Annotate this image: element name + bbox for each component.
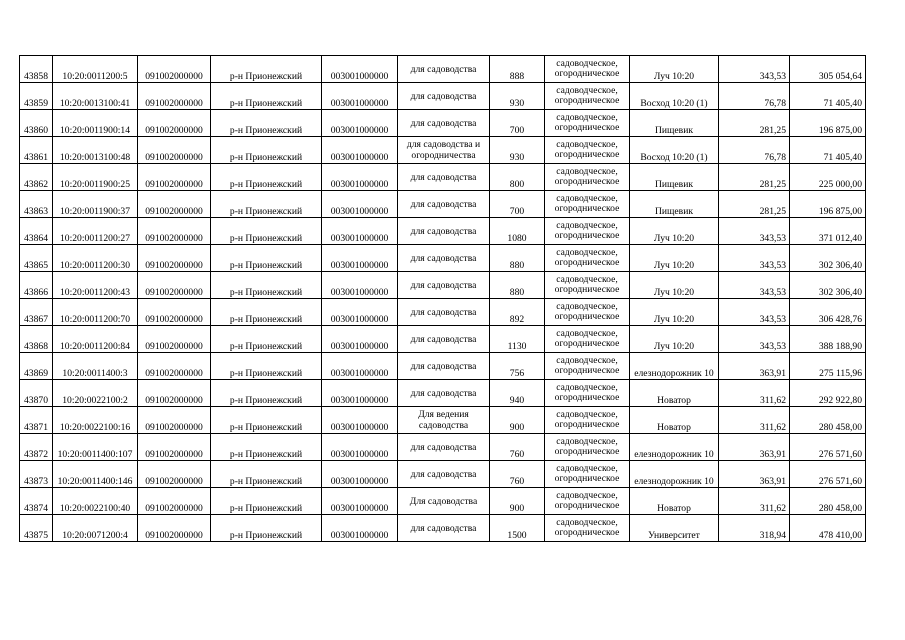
- permitted-use-cell: для садоводства: [398, 83, 490, 110]
- cadastral-value-cell: 276 571,60: [790, 434, 866, 461]
- specific-value-cell: 281,25: [719, 110, 790, 137]
- area-cell: 940: [490, 380, 545, 407]
- oktmo-code-cell: 003001000000: [322, 326, 398, 353]
- district-cell: р-н Прионежский: [211, 83, 322, 110]
- area-cell: 1080: [490, 218, 545, 245]
- permitted-use-cell: Для ведения садоводства: [398, 407, 490, 434]
- oktmo-code-cell: 003001000000: [322, 488, 398, 515]
- specific-value-cell: 318,94: [719, 515, 790, 542]
- permitted-use-cell: для садоводства: [398, 245, 490, 272]
- oktmo-code-cell: 003001000000: [322, 218, 398, 245]
- permitted-use-cell: Для садоводства: [398, 488, 490, 515]
- cadastral-number-cell: 10:20:0011200:43: [53, 272, 138, 299]
- table-body: [20, 56, 866, 542]
- land-use-type-cell: садоводческое, огородническое: [545, 407, 630, 434]
- row-number-cell: 43861: [20, 137, 53, 164]
- table-row: [20, 56, 866, 83]
- table-row: [20, 434, 866, 461]
- row-number-cell: 43869: [20, 353, 53, 380]
- land-use-type-cell: садоводческое, огородническое: [545, 245, 630, 272]
- area-cell: 700: [490, 191, 545, 218]
- specific-value-cell: 76,78: [719, 137, 790, 164]
- cadastral-number-cell: 10:20:0013100:41: [53, 83, 138, 110]
- cadastral-number-cell: 10:20:0022100:2: [53, 380, 138, 407]
- okato-code-cell: 091002000000: [138, 56, 211, 83]
- table-row: [20, 110, 866, 137]
- row-number-cell: 43871: [20, 407, 53, 434]
- row-number-cell: 43863: [20, 191, 53, 218]
- district-cell: р-н Прионежский: [211, 56, 322, 83]
- oktmo-code-cell: 003001000000: [322, 407, 398, 434]
- okato-code-cell: 091002000000: [138, 380, 211, 407]
- permitted-use-cell: для садоводства: [398, 326, 490, 353]
- okato-code-cell: 091002000000: [138, 326, 211, 353]
- area-cell: 930: [490, 83, 545, 110]
- permitted-use-cell: для садоводства: [398, 380, 490, 407]
- okato-code-cell: 091002000000: [138, 353, 211, 380]
- association-cell: Пищевик: [630, 164, 719, 191]
- permitted-use-cell: для садоводства: [398, 515, 490, 542]
- specific-value-cell: 343,53: [719, 299, 790, 326]
- okato-code-cell: 091002000000: [138, 434, 211, 461]
- district-cell: р-н Прионежский: [211, 137, 322, 164]
- table-row: [20, 461, 866, 488]
- cadastral-value-cell: 371 012,40: [790, 218, 866, 245]
- permitted-use-cell: для садоводства: [398, 434, 490, 461]
- oktmo-code-cell: 003001000000: [322, 164, 398, 191]
- okato-code-cell: 091002000000: [138, 299, 211, 326]
- area-cell: 900: [490, 488, 545, 515]
- district-cell: р-н Прионежский: [211, 434, 322, 461]
- association-cell: елезнодорожник 10: [630, 461, 719, 488]
- oktmo-code-cell: 003001000000: [322, 272, 398, 299]
- oktmo-code-cell: 003001000000: [322, 434, 398, 461]
- area-cell: 800: [490, 164, 545, 191]
- table-row: [20, 191, 866, 218]
- specific-value-cell: 343,53: [719, 326, 790, 353]
- association-cell: Новатор: [630, 488, 719, 515]
- specific-value-cell: 363,91: [719, 461, 790, 488]
- cadastral-number-cell: 10:20:0013100:48: [53, 137, 138, 164]
- row-number-cell: 43875: [20, 515, 53, 542]
- cadastral-value-cell: 280 458,00: [790, 488, 866, 515]
- table-row: [20, 164, 866, 191]
- district-cell: р-н Прионежский: [211, 488, 322, 515]
- land-use-type-cell: садоводческое, огородническое: [545, 515, 630, 542]
- okato-code-cell: 091002000000: [138, 191, 211, 218]
- oktmo-code-cell: 003001000000: [322, 110, 398, 137]
- specific-value-cell: 311,62: [719, 488, 790, 515]
- land-use-type-cell: садоводческое, огородническое: [545, 488, 630, 515]
- association-cell: Восход 10:20 (1): [630, 137, 719, 164]
- association-cell: Университет: [630, 515, 719, 542]
- cadastral-value-cell: 302 306,40: [790, 272, 866, 299]
- cadastral-value-cell: 196 875,00: [790, 191, 866, 218]
- oktmo-code-cell: 003001000000: [322, 299, 398, 326]
- cadastral-value-cell: 275 115,96: [790, 353, 866, 380]
- association-cell: елезнодорожник 10: [630, 353, 719, 380]
- row-number-cell: 43865: [20, 245, 53, 272]
- cadastral-value-cell: 305 054,64: [790, 56, 866, 83]
- cadastral-number-cell: 10:20:0011900:14: [53, 110, 138, 137]
- district-cell: р-н Прионежский: [211, 380, 322, 407]
- land-use-type-cell: садоводческое, огородническое: [545, 164, 630, 191]
- land-use-type-cell: садоводческое, огородническое: [545, 56, 630, 83]
- permitted-use-cell: для садоводства: [398, 272, 490, 299]
- permitted-use-cell: для садоводства: [398, 461, 490, 488]
- oktmo-code-cell: 003001000000: [322, 56, 398, 83]
- table-row: [20, 83, 866, 110]
- permitted-use-cell: для садоводства: [398, 191, 490, 218]
- okato-code-cell: 091002000000: [138, 461, 211, 488]
- permitted-use-cell: для садоводства: [398, 56, 490, 83]
- row-number-cell: 43868: [20, 326, 53, 353]
- association-cell: Луч 10:20: [630, 245, 719, 272]
- area-cell: 900: [490, 407, 545, 434]
- area-cell: 756: [490, 353, 545, 380]
- oktmo-code-cell: 003001000000: [322, 137, 398, 164]
- cadastral-value-table: [19, 55, 866, 542]
- cadastral-number-cell: 10:20:0011200:27: [53, 218, 138, 245]
- cadastral-value-cell: 276 571,60: [790, 461, 866, 488]
- table-row: [20, 407, 866, 434]
- association-cell: Луч 10:20: [630, 56, 719, 83]
- area-cell: 1500: [490, 515, 545, 542]
- cadastral-number-cell: 10:20:0011200:84: [53, 326, 138, 353]
- cadastral-number-cell: 10:20:0011900:37: [53, 191, 138, 218]
- area-cell: 1130: [490, 326, 545, 353]
- specific-value-cell: 311,62: [719, 407, 790, 434]
- oktmo-code-cell: 003001000000: [322, 515, 398, 542]
- permitted-use-cell: для садоводства: [398, 164, 490, 191]
- land-use-type-cell: садоводческое, огородническое: [545, 272, 630, 299]
- district-cell: р-н Прионежский: [211, 245, 322, 272]
- specific-value-cell: 343,53: [719, 272, 790, 299]
- specific-value-cell: 343,53: [719, 245, 790, 272]
- cadastral-value-cell: 71 405,40: [790, 137, 866, 164]
- permitted-use-cell: для садоводства: [398, 218, 490, 245]
- oktmo-code-cell: 003001000000: [322, 245, 398, 272]
- cadastral-number-cell: 10:20:0022100:40: [53, 488, 138, 515]
- land-use-type-cell: садоводческое, огородническое: [545, 380, 630, 407]
- cadastral-number-cell: 10:20:0071200:4: [53, 515, 138, 542]
- table-row: [20, 380, 866, 407]
- cadastral-number-cell: 10:20:0011900:25: [53, 164, 138, 191]
- oktmo-code-cell: 003001000000: [322, 83, 398, 110]
- district-cell: р-н Прионежский: [211, 164, 322, 191]
- area-cell: 930: [490, 137, 545, 164]
- row-number-cell: 43858: [20, 56, 53, 83]
- table-row: [20, 488, 866, 515]
- specific-value-cell: 363,91: [719, 353, 790, 380]
- land-use-type-cell: садоводческое, огородническое: [545, 299, 630, 326]
- okato-code-cell: 091002000000: [138, 407, 211, 434]
- land-use-type-cell: садоводческое, огородническое: [545, 83, 630, 110]
- table-row: [20, 272, 866, 299]
- district-cell: р-н Прионежский: [211, 299, 322, 326]
- area-cell: 760: [490, 434, 545, 461]
- association-cell: Восход 10:20 (1): [630, 83, 719, 110]
- district-cell: р-н Прионежский: [211, 191, 322, 218]
- row-number-cell: 43862: [20, 164, 53, 191]
- specific-value-cell: 76,78: [719, 83, 790, 110]
- land-use-type-cell: садоводческое, огородническое: [545, 137, 630, 164]
- okato-code-cell: 091002000000: [138, 488, 211, 515]
- association-cell: Новатор: [630, 407, 719, 434]
- cadastral-number-cell: 10:20:0011200:70: [53, 299, 138, 326]
- specific-value-cell: 281,25: [719, 164, 790, 191]
- cadastral-value-cell: 71 405,40: [790, 83, 866, 110]
- cadastral-value-cell: 302 306,40: [790, 245, 866, 272]
- area-cell: 892: [490, 299, 545, 326]
- table-row: [20, 137, 866, 164]
- cadastral-number-cell: 10:20:0011400:3: [53, 353, 138, 380]
- district-cell: р-н Прионежский: [211, 110, 322, 137]
- association-cell: Луч 10:20: [630, 218, 719, 245]
- table-row: [20, 245, 866, 272]
- permitted-use-cell: для садоводства: [398, 110, 490, 137]
- cadastral-number-cell: 10:20:0011200:30: [53, 245, 138, 272]
- row-number-cell: 43874: [20, 488, 53, 515]
- specific-value-cell: 343,53: [719, 218, 790, 245]
- row-number-cell: 43870: [20, 380, 53, 407]
- cadastral-value-cell: 478 410,00: [790, 515, 866, 542]
- cadastral-value-cell: 388 188,90: [790, 326, 866, 353]
- association-cell: Луч 10:20: [630, 299, 719, 326]
- cadastral-number-cell: 10:20:0011400:107: [53, 434, 138, 461]
- okato-code-cell: 091002000000: [138, 137, 211, 164]
- cadastral-number-cell: 10:20:0011200:5: [53, 56, 138, 83]
- specific-value-cell: 343,53: [719, 56, 790, 83]
- row-number-cell: 43866: [20, 272, 53, 299]
- row-number-cell: 43872: [20, 434, 53, 461]
- oktmo-code-cell: 003001000000: [322, 461, 398, 488]
- row-number-cell: 43873: [20, 461, 53, 488]
- permitted-use-cell: для садоводства: [398, 353, 490, 380]
- cadastral-value-cell: 306 428,76: [790, 299, 866, 326]
- land-use-type-cell: садоводческое, огородническое: [545, 191, 630, 218]
- cadastral-number-cell: 10:20:0011400:146: [53, 461, 138, 488]
- cadastral-value-cell: 280 458,00: [790, 407, 866, 434]
- row-number-cell: 43864: [20, 218, 53, 245]
- okato-code-cell: 091002000000: [138, 272, 211, 299]
- cadastral-value-cell: 225 000,00: [790, 164, 866, 191]
- okato-code-cell: 091002000000: [138, 110, 211, 137]
- specific-value-cell: 311,62: [719, 380, 790, 407]
- oktmo-code-cell: 003001000000: [322, 353, 398, 380]
- table-row: [20, 326, 866, 353]
- association-cell: елезнодорожник 10: [630, 434, 719, 461]
- permitted-use-cell: для садоводства и огородничества: [398, 137, 490, 164]
- district-cell: р-н Прионежский: [211, 353, 322, 380]
- row-number-cell: 43859: [20, 83, 53, 110]
- district-cell: р-н Прионежский: [211, 515, 322, 542]
- association-cell: Луч 10:20: [630, 326, 719, 353]
- district-cell: р-н Прионежский: [211, 326, 322, 353]
- association-cell: Пищевик: [630, 191, 719, 218]
- okato-code-cell: 091002000000: [138, 164, 211, 191]
- table-row: [20, 353, 866, 380]
- okato-code-cell: 091002000000: [138, 218, 211, 245]
- okato-code-cell: 091002000000: [138, 245, 211, 272]
- oktmo-code-cell: 003001000000: [322, 380, 398, 407]
- cadastral-number-cell: 10:20:0022100:16: [53, 407, 138, 434]
- table-row: [20, 515, 866, 542]
- area-cell: 760: [490, 461, 545, 488]
- district-cell: р-н Прионежский: [211, 218, 322, 245]
- cadastral-value-cell: 196 875,00: [790, 110, 866, 137]
- district-cell: р-н Прионежский: [211, 461, 322, 488]
- oktmo-code-cell: 003001000000: [322, 191, 398, 218]
- table-row: [20, 218, 866, 245]
- okato-code-cell: 091002000000: [138, 83, 211, 110]
- area-cell: 880: [490, 272, 545, 299]
- cadastral-value-cell: 292 922,80: [790, 380, 866, 407]
- land-use-type-cell: садоводческое, огородническое: [545, 353, 630, 380]
- association-cell: Новатор: [630, 380, 719, 407]
- specific-value-cell: 363,91: [719, 434, 790, 461]
- okato-code-cell: 091002000000: [138, 515, 211, 542]
- specific-value-cell: 281,25: [719, 191, 790, 218]
- district-cell: р-н Прионежский: [211, 272, 322, 299]
- area-cell: 880: [490, 245, 545, 272]
- area-cell: 888: [490, 56, 545, 83]
- area-cell: 700: [490, 110, 545, 137]
- land-use-type-cell: садоводческое, огородническое: [545, 218, 630, 245]
- association-cell: Луч 10:20: [630, 272, 719, 299]
- land-use-type-cell: садоводческое, огородническое: [545, 461, 630, 488]
- land-use-type-cell: садоводческое, огородническое: [545, 110, 630, 137]
- district-cell: р-н Прионежский: [211, 407, 322, 434]
- row-number-cell: 43860: [20, 110, 53, 137]
- land-use-type-cell: садоводческое, огородническое: [545, 434, 630, 461]
- association-cell: Пищевик: [630, 110, 719, 137]
- table-row: [20, 299, 866, 326]
- row-number-cell: 43867: [20, 299, 53, 326]
- permitted-use-cell: для садоводства: [398, 299, 490, 326]
- land-use-type-cell: садоводческое, огородническое: [545, 326, 630, 353]
